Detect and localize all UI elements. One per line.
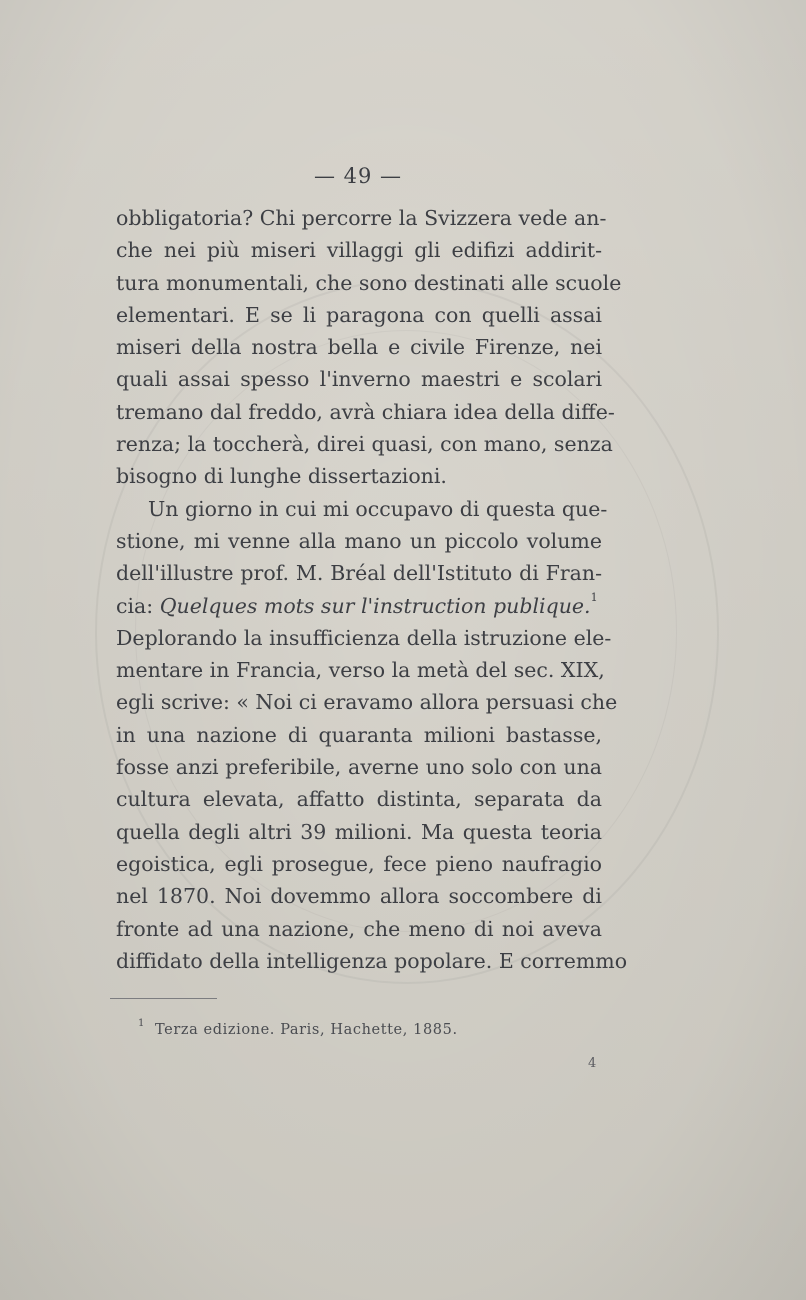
text-line: fronte ad una nazione, che meno di noi aveva	[116, 916, 602, 941]
footnote-reference: 1	[590, 590, 598, 604]
text-line: mentare in Francia, verso la metà del sec. XIX,	[116, 658, 605, 683]
text-line: nel 1870. Noi dovemmo allora soccombere di	[116, 884, 602, 909]
body-text	[116, 202, 628, 977]
signature-mark: 4	[588, 1056, 597, 1071]
footnote-text: Terza edizione. Paris, Hachette, 1885.	[155, 1022, 458, 1038]
text-line: egli scrive: « Noi ci eravamo allora persuasi che	[116, 690, 618, 715]
text-line: tremano dal freddo, avrà chiara idea della diffe-	[116, 399, 615, 424]
text-line: elementari. E se li paragona con quelli assai	[116, 302, 602, 327]
footnote-mark: 1	[138, 1018, 145, 1029]
text-line: fosse anzi preferibile, averne uno solo con una	[116, 755, 602, 780]
text-line: in una nazione di quaranta milioni bastasse,	[116, 722, 602, 747]
text-line: Deplorando la insufficienza della istruzione ele-	[116, 625, 612, 650]
text-line: tura monumentali, che sono destinati alle scuole	[116, 270, 622, 295]
text-line: renza; la toccherà, direi quasi, con mano, senza	[116, 432, 613, 457]
text-line: quella degli altri 39 milioni. Ma questa teoria	[116, 819, 602, 844]
text-line: obbligatoria? Chi percorre la Svizzera vede an-	[116, 206, 607, 230]
text-line: egoistica, egli prosegue, fece pieno naufragio	[116, 851, 602, 876]
text-line-with-title	[116, 590, 602, 622]
text-line-paragraph-start: Un giorno in cui mi occupavo di questa que-	[148, 496, 608, 521]
text-line: cultura elevata, affatto distinta, separata da	[116, 787, 602, 812]
line-prefix: cia:	[116, 593, 160, 618]
text-line: dell'illustre prof. M. Bréal dell'Istituto di Fran-	[116, 561, 602, 586]
footnote-rule	[110, 998, 217, 999]
text-line: stione, mi venne alla mano un piccolo volume	[116, 528, 602, 553]
text-line: che nei più miseri villaggi gli edifizi addirit-	[116, 238, 602, 263]
text-line: diffidato della intelligenza popolare. E corremmo	[116, 948, 628, 973]
text-line: bisogno di lunghe dissertazioni.	[116, 464, 447, 489]
text-line: quali assai spesso l'inverno maestri e scolari	[116, 367, 602, 392]
page-number: — 49 —	[313, 164, 403, 188]
book-title: Quelques mots sur l'instruction publique.	[159, 593, 591, 618]
text-line: miseri della nostra bella e civile Firenze, nei	[116, 335, 602, 360]
footnote	[138, 1018, 458, 1038]
